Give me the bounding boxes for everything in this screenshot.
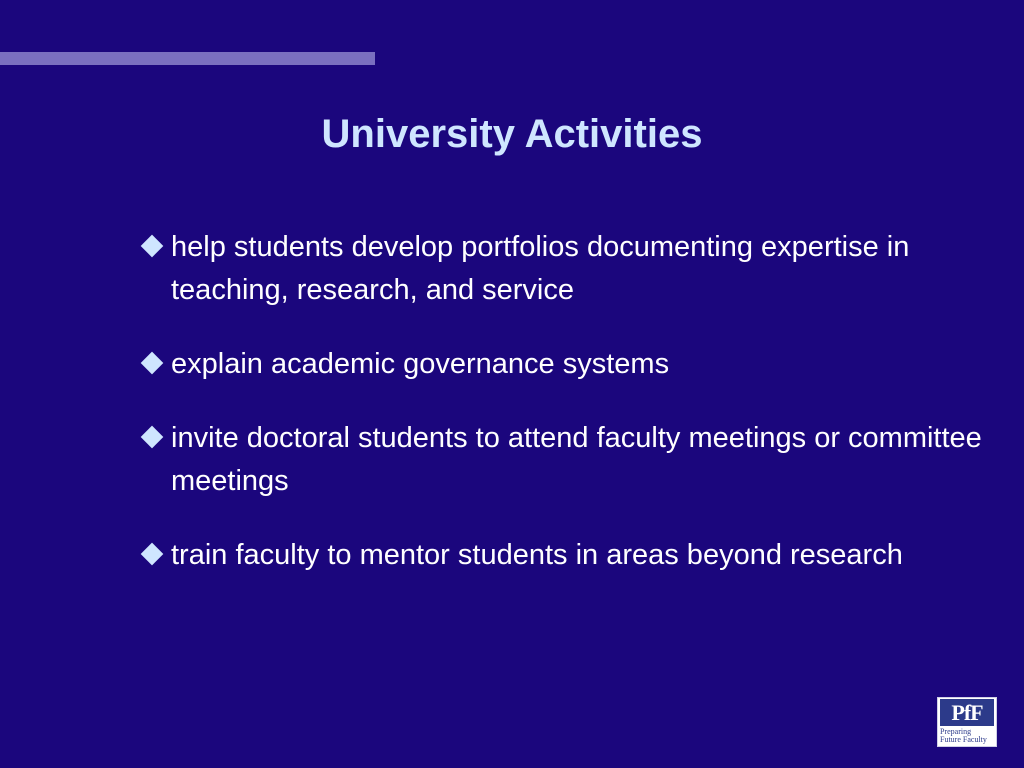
bullet-text: explain academic governance systems bbox=[171, 348, 670, 380]
bullet-text: train faculty to mentor students in areas beyond research bbox=[171, 539, 903, 571]
slide-title: University Activities bbox=[321, 112, 703, 156]
bullet-item bbox=[140, 534, 1000, 577]
logo-text-line-2: Future Faculty bbox=[940, 735, 987, 744]
logo-text bbox=[940, 728, 996, 744]
bullet-item bbox=[140, 343, 1000, 386]
bullet-item bbox=[140, 226, 1000, 312]
diamond-bullet-icon bbox=[141, 235, 164, 258]
pff-logo bbox=[937, 697, 997, 747]
diamond-bullet-icon bbox=[141, 426, 164, 449]
diamond-bullet-icon bbox=[141, 352, 164, 375]
logo-text-line-1: Preparing bbox=[940, 727, 972, 736]
bullet-text: help students develop portfolios documenting expertise in teaching, research, and service bbox=[171, 231, 910, 306]
logo-mark: PfF bbox=[940, 699, 994, 726]
decorative-top-bar bbox=[0, 52, 375, 65]
diamond-bullet-icon bbox=[141, 543, 164, 566]
bullet-text: invite doctoral students to attend faculty meetings or committee meetings bbox=[171, 422, 982, 497]
bullet-item bbox=[140, 417, 1000, 503]
bullet-list bbox=[140, 226, 1000, 608]
